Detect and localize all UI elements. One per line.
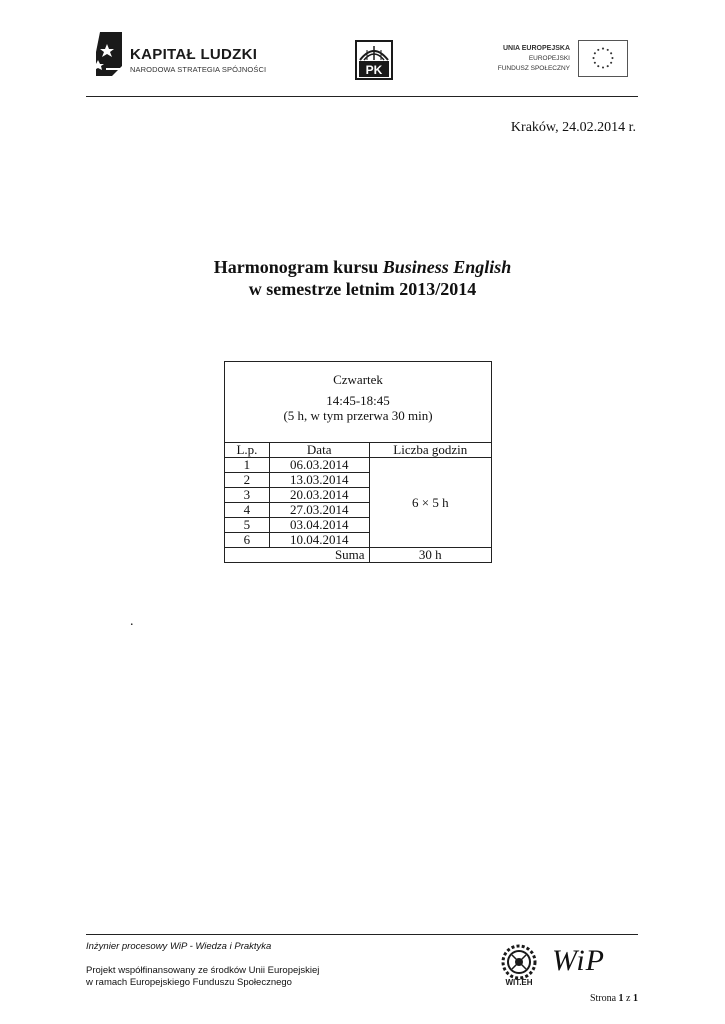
wip-logo: WiP (552, 944, 605, 977)
schedule-header-row (225, 362, 492, 443)
schedule-session-info (225, 362, 492, 443)
kapital-ludzki-subtitle: NARODOWA STRATEGIA SPÓJNOŚCI (130, 65, 267, 74)
page-total: 1 (633, 993, 638, 1004)
wit-logo-text: WIT.EH (505, 978, 533, 987)
ue-line1: UNIA EUROPEJSKA (502, 45, 570, 52)
column-header-date: Data (269, 443, 369, 458)
schedule-note: (5 h, w tym przerwa 30 min) (283, 408, 433, 423)
kapital-ludzki-logo (92, 30, 272, 84)
title-line-1 (0, 256, 725, 278)
footer-cofinance-note (86, 965, 319, 989)
row-date: 27.03.2014 (269, 503, 369, 518)
row-date: 13.03.2014 (269, 473, 369, 488)
schedule-day: Czwartek (333, 372, 383, 387)
page-sep: z (623, 993, 633, 1004)
row-lp: 3 (225, 488, 270, 503)
politechnika-krakowska-logo (355, 40, 393, 80)
document-title (0, 256, 725, 300)
row-date: 10.04.2014 (269, 533, 369, 548)
sum-value: 30 h (369, 548, 491, 563)
header-divider (86, 96, 638, 97)
kapital-ludzki-star-icon (92, 30, 124, 80)
title-prefix: Harmonogram kursu (213, 257, 383, 277)
pk-logo-text: PK (365, 63, 383, 77)
title-line-2: w semestrze letnim 2013/2014 (248, 279, 477, 299)
row-date: 03.04.2014 (269, 518, 369, 533)
page-prefix: Strona (589, 993, 619, 1004)
ue-line2: EUROPEJSKI (528, 55, 570, 62)
schedule-column-headers (225, 443, 492, 458)
cofinance-line-2: w ramach Europejskiego Funduszu Społecznego (86, 977, 292, 988)
stray-mark: . (130, 614, 134, 629)
document-date: Kraków, 24.02.2014 r. (510, 120, 636, 135)
title-course-name: Business English (382, 257, 512, 277)
column-header-hours: Liczba godzin (369, 443, 491, 458)
unia-europejska-logo (496, 40, 628, 78)
cofinance-line-1: Projekt współfinansowany ze środków Unii Europejskiej (86, 965, 320, 976)
kapital-ludzki-title: KAPITAŁ LUDZKI (130, 46, 258, 63)
schedule-table (224, 361, 492, 563)
eu-flag-icon (578, 40, 628, 77)
table-row (225, 458, 492, 473)
wit-gear-logo (493, 943, 545, 987)
schedule-sum-row (225, 548, 492, 563)
ue-logo-text (498, 44, 570, 74)
page-current: 1 (618, 993, 624, 1004)
row-lp: 4 (225, 503, 270, 518)
row-date: 06.03.2014 (269, 458, 369, 473)
row-date: 20.03.2014 (269, 488, 369, 503)
page-number (590, 993, 638, 1004)
footer-project-name: Inżynier procesowy WiP - Wiedza i Praktyka (86, 941, 272, 952)
sum-label: Suma (225, 548, 370, 563)
column-header-lp: L.p. (225, 443, 270, 458)
row-lp: 1 (225, 458, 270, 473)
ue-line3: FUNDUSZ SPOŁECZNY (497, 65, 570, 72)
row-lp: 6 (225, 533, 270, 548)
row-lp: 2 (225, 473, 270, 488)
hours-merged-cell: 6 × 5 h (369, 458, 491, 548)
schedule-time: 14:45-18:45 (326, 393, 390, 408)
footer-divider (86, 934, 638, 935)
row-lp: 5 (225, 518, 270, 533)
